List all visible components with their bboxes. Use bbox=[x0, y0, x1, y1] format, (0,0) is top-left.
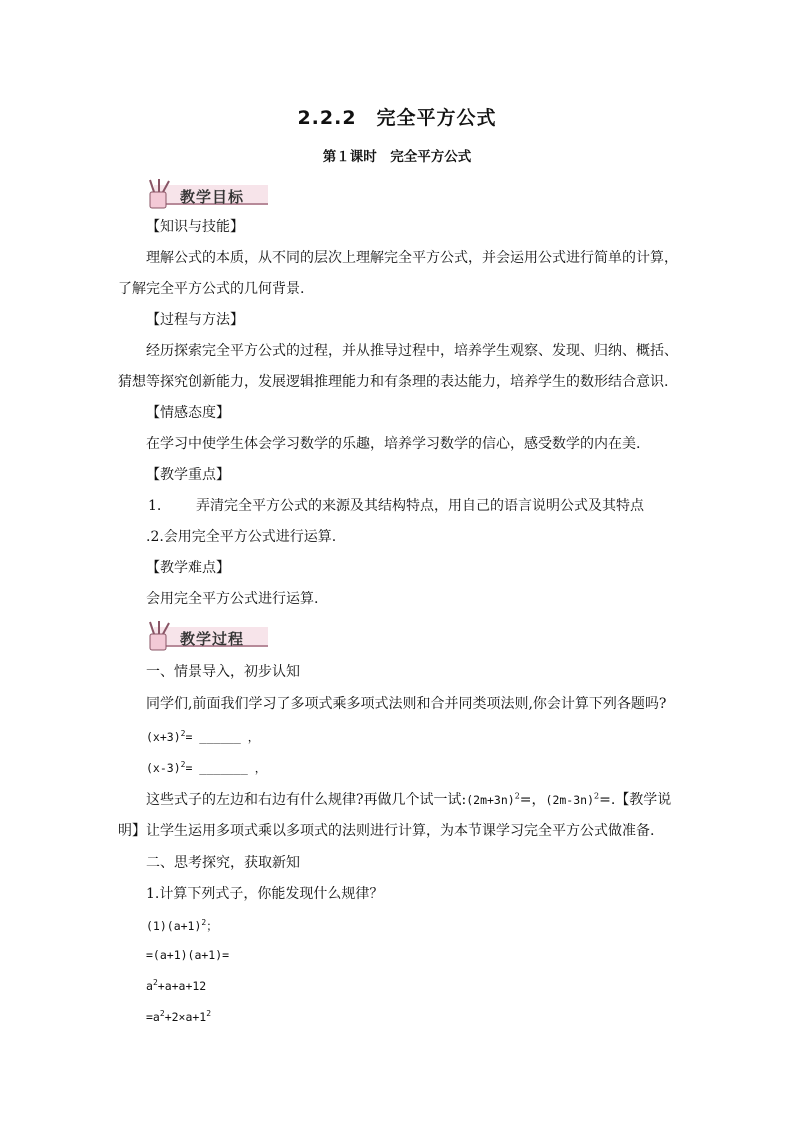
section2-question-1: 1.计算下列式子，你能发现什么规律？ bbox=[146, 886, 384, 902]
attitude-heading: 【情感态度】 bbox=[146, 405, 230, 421]
page-subtitle: 第１课时 完全平方公式 bbox=[322, 149, 472, 165]
section1-text-2: 这些式子的左边和右边有什么规律?再做几个试一试$:(2m+3n)^2=$，$(2m-3n)^2=$.【教学说 bbox=[146, 791, 672, 808]
pencil-cup-icon bbox=[144, 620, 176, 654]
calc-line-2: =(a+1)(a+1)= bbox=[146, 948, 230, 962]
knowledge-text-1: 理解公式的本质，从不同的层次上理解完全平方公式，并会运用公式进行简单的计算， bbox=[146, 250, 678, 266]
pencil-cup-icon bbox=[144, 178, 176, 212]
process-heading: 【过程与方法】 bbox=[146, 312, 244, 328]
banner-process-label: 教学过程 bbox=[180, 630, 245, 648]
attitude-text: 在学习中使学生体会学习数学的乐趣，培养学习数学的信心，感受数学的内在美. bbox=[146, 436, 641, 452]
calc-line-3: $a^2+a+a+12$ bbox=[146, 978, 207, 993]
calc-line-4: $=a^2+2\times a+1^2$ bbox=[146, 1009, 212, 1024]
section-banner-goals bbox=[144, 178, 270, 212]
calc-line-1: $(1)(a+1)^2$； bbox=[146, 918, 218, 933]
key-text-2: .2.会用完全平方公式进行运算. bbox=[146, 529, 337, 545]
section1-heading: 一、情景导入，初步认知 bbox=[146, 664, 300, 680]
knowledge-text-2: 了解完全平方公式的几何背景. bbox=[118, 281, 305, 297]
banner-goals-label: 教学目标 bbox=[180, 188, 245, 206]
knowledge-heading: 【知识与技能】 bbox=[146, 219, 244, 235]
page-title: 2.2.2 完全平方公式 bbox=[297, 107, 497, 129]
equation-1: $(x+3)^2=$ ______ ， bbox=[146, 729, 260, 744]
section2-heading: 二、思考探究，获取新知 bbox=[146, 855, 300, 871]
key-text-1: 弄清完全平方公式的来源及其结构特点，用自己的语言说明公式及其特点 bbox=[196, 498, 644, 514]
equation-2: $(x-3)^2=$ _______ ， bbox=[146, 760, 267, 775]
difficulty-heading: 【教学难点】 bbox=[146, 560, 230, 576]
process-text-2: 猜想等探究创新能力，发展逻辑推理能力和有条理的表达能力，培养学生的数形结合意识. bbox=[118, 374, 669, 390]
key-number: 1. bbox=[148, 498, 162, 514]
process-text-1: 经历探索完全平方公式的过程，并从推导过程中，培养学生观察、发现、归纳、概括、 bbox=[146, 343, 678, 359]
key-heading: 【教学重点】 bbox=[146, 467, 230, 483]
section1-text-3: 明】让学生运用多项式乘以多项式的法则进行计算，为本节课学习完全平方公式做准备. bbox=[118, 823, 655, 839]
difficulty-text: 会用完全平方公式进行运算. bbox=[146, 591, 319, 607]
section1-text-1: 同学们,前面我们学习了多项式乘多项式法则和合并同类项法则,你会计算下列各题吗? bbox=[146, 696, 667, 712]
section-banner-process bbox=[144, 620, 270, 654]
